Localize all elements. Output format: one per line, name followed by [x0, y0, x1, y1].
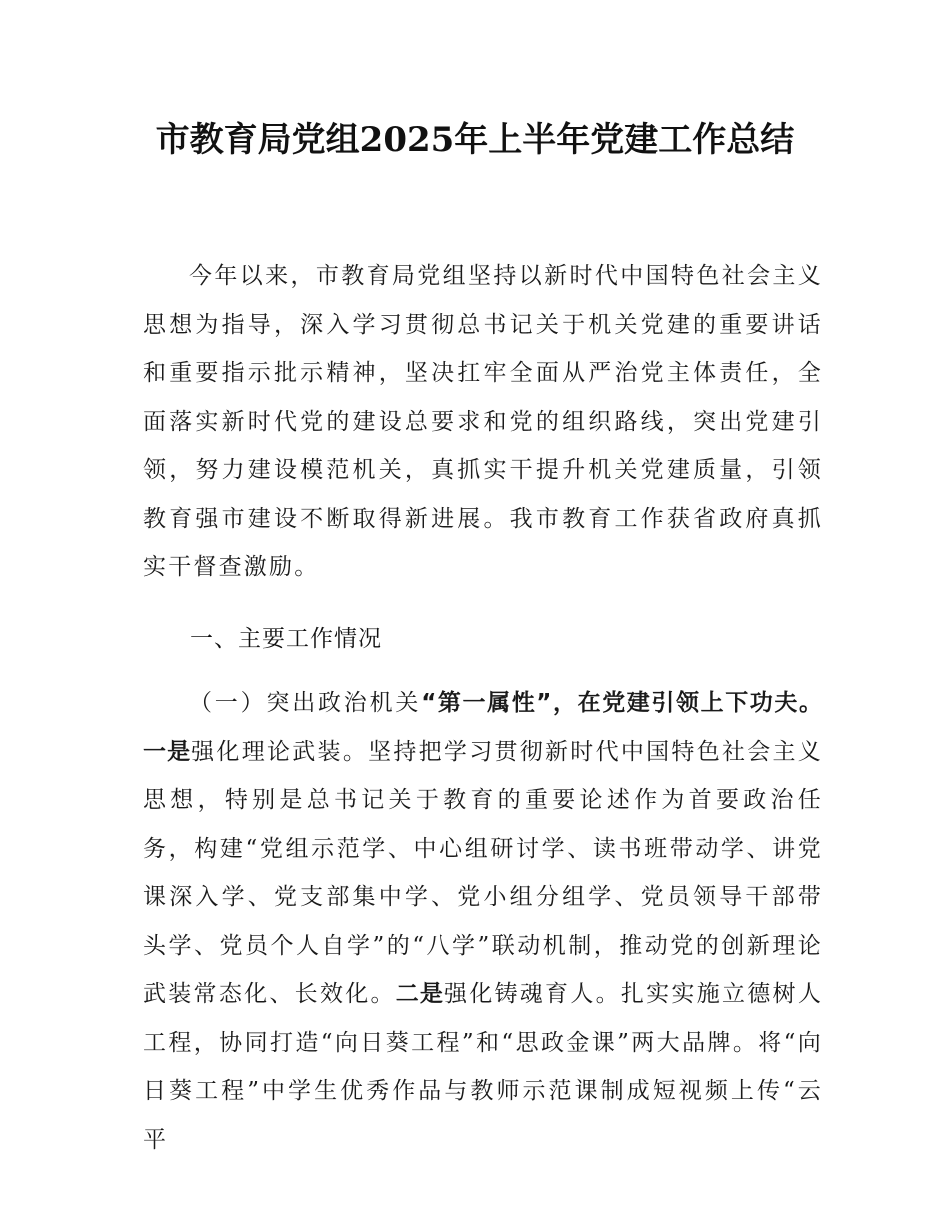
- subsection-prefix: （一）突出政治机关: [189, 690, 422, 716]
- document-title: 市教育局党组2025年上半年党建工作总结: [155, 120, 795, 160]
- subsection-paragraph: [143, 679, 823, 1164]
- point-one-text: 强化理论武装。坚持把学习贯彻新时代中国特色社会主义思想，特别是总书记关于教育的重要论述作为首要政治任务，构建“党组示范学、中心组研讨学、读书班带动学、讲党课深入学、党支部集中学、党小组分组学、党员领导干部带头学、党员个人自学”的“八学”联动机制，推动党的创新理论武装常态化、长效化。: [143, 738, 824, 1007]
- point-two-text: 强化铸魂育人。扎实实施立德树人工程，协同打造“向日葵工程”和“思政金课”两大品牌。将“向日葵工程”中学生优秀作品与教师示范课制成短视频上传“云平: [143, 981, 824, 1153]
- point-two-label: 二是: [395, 981, 444, 1007]
- intro-paragraph-text: 今年以来，市教育局党组坚持以新时代中国特色社会主义思想为指导，深入学习贯彻总书记关于机关党建的重要讲话和重要指示批示精神，坚决扛牢全面从严治党主体责任，全面落实新时代党的建设总要求和党的组织路线，突出党建引领，努力建设模范机关，真抓实干提升机关党建质量，引领教育强市建设不断取得新进展。我市教育工作获省政府真抓实干督查激励。: [143, 263, 823, 580]
- subsection-emphasis: “第一属性”，在党建引领上下功夫。: [421, 690, 823, 716]
- intro-paragraph: [143, 252, 823, 592]
- section-heading: 一、主要工作情况: [190, 626, 382, 652]
- point-one-label: 一是: [143, 738, 192, 765]
